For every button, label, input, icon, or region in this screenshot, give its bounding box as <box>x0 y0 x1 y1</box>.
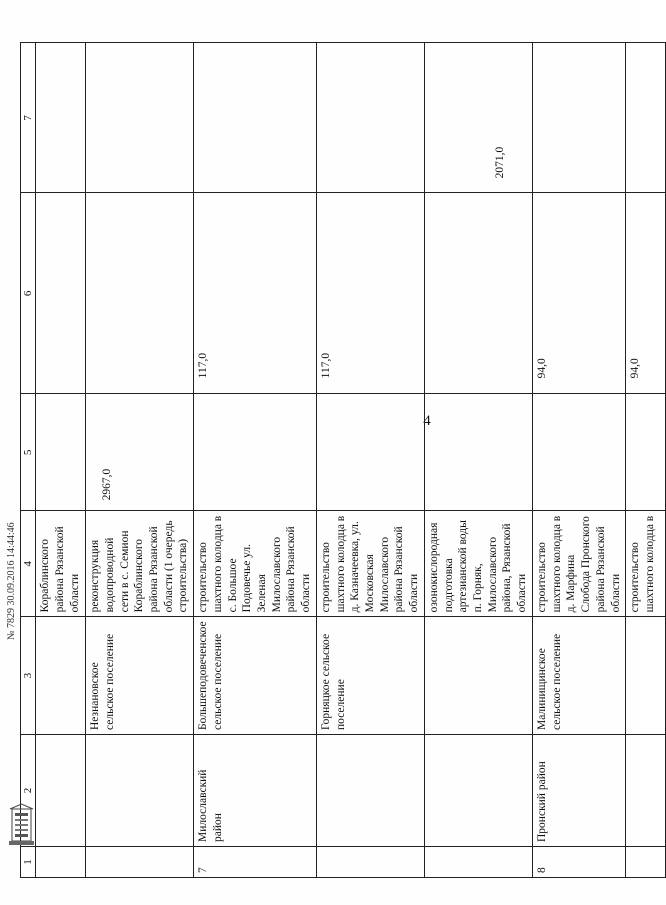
table-row <box>532 43 625 878</box>
col-header: 6 <box>21 193 36 394</box>
cell-district <box>86 735 194 847</box>
col-header: 2 <box>21 735 36 847</box>
cell-num: 8 <box>532 847 625 878</box>
table-row <box>424 43 532 878</box>
cell-num <box>424 847 532 878</box>
table-row <box>626 43 666 878</box>
cell-district <box>424 735 532 847</box>
page-number: 4 <box>423 413 431 429</box>
cell-object: озонокислородная подготовка артезианской воды п. Горняк, Милославского района, Рязанской области <box>424 511 532 617</box>
cell-object: строительство шахтного колодца в <box>626 511 666 617</box>
cell-district <box>626 735 666 847</box>
col-header: 3 <box>21 617 36 735</box>
cell-settlement: Незнановское сельское поселение <box>86 617 194 735</box>
cell-v7 <box>36 43 86 193</box>
cell-district <box>36 735 86 847</box>
cell-v5 <box>36 394 86 511</box>
building-stamp-icon <box>9 803 34 847</box>
cell-v6 <box>194 193 317 394</box>
cell-v6 <box>316 193 424 394</box>
cell-v5 <box>532 394 625 511</box>
cell-object: строительство шахтного колодца в д. Казначеевка, ул. Московская Милославского района Рязанской области <box>316 511 424 617</box>
amount-v7: 2071,0 <box>493 146 506 179</box>
cell-v7 <box>316 43 424 193</box>
data-table <box>20 42 666 878</box>
amount-v6: 94,0 <box>535 358 548 379</box>
amount-v6: 117,0 <box>319 352 332 379</box>
cell-v7 <box>532 43 625 193</box>
cell-num <box>316 847 424 878</box>
table-row <box>86 43 194 878</box>
col-header: 4 <box>21 511 36 617</box>
cell-settlement <box>424 617 532 735</box>
cell-object: Кораблинского района Рязанской области <box>36 511 86 617</box>
cell-settlement: Большеподовеченское сельское поселение <box>194 617 317 735</box>
scan-registration-note: № 7829 30.09.2016 14:44:46 <box>6 522 17 640</box>
cell-v6 <box>532 193 625 394</box>
table-row <box>36 43 86 878</box>
cell-settlement <box>36 617 86 735</box>
cell-settlement: Малинищинское сельское поселение <box>532 617 625 735</box>
cell-v6 <box>424 193 532 394</box>
rotated-table-area <box>20 18 656 878</box>
cell-num: 7 <box>194 847 317 878</box>
table-row <box>316 43 424 878</box>
cell-v6 <box>36 193 86 394</box>
col-header: 1 <box>21 847 36 878</box>
cell-num <box>626 847 666 878</box>
cell-district <box>316 735 424 847</box>
cell-v7 <box>424 43 532 193</box>
cell-object: строительство шахтного колодца в с. Большое Подовечье ул. Зеленая Милославского района Рязанской области <box>194 511 317 617</box>
cell-v5 <box>316 394 424 511</box>
header-row <box>21 43 36 878</box>
cell-object: строительство шахтного колодца в д. Марфина Слобода Пронского района Рязанской области <box>532 511 625 617</box>
cell-settlement: Горняцкое сельское поселение <box>316 617 424 735</box>
cell-v7 <box>626 43 666 193</box>
cell-settlement <box>626 617 666 735</box>
cell-v6 <box>86 193 194 394</box>
cell-v5 <box>86 394 194 511</box>
cell-v5 <box>626 394 666 511</box>
cell-v5 <box>194 394 317 511</box>
amount-v6: 117,0 <box>197 352 210 379</box>
cell-v5 <box>424 394 532 511</box>
cell-object: реконструкция водопроводной сети в с. Семион Кораблинского района Рязанской области (1 очередь строительства) <box>86 511 194 617</box>
col-header: 5 <box>21 394 36 511</box>
cell-v7 <box>194 43 317 193</box>
table-row <box>194 43 317 878</box>
cell-num <box>36 847 86 878</box>
cell-district: Пронский район <box>532 735 625 847</box>
amount-v5: 2967,0 <box>101 468 114 501</box>
cell-v7 <box>86 43 194 193</box>
cell-district: Милославский район <box>194 735 317 847</box>
cell-v6 <box>626 193 666 394</box>
amount-v6: 94,0 <box>629 358 642 379</box>
cell-num <box>86 847 194 878</box>
col-header: 7 <box>21 43 36 193</box>
